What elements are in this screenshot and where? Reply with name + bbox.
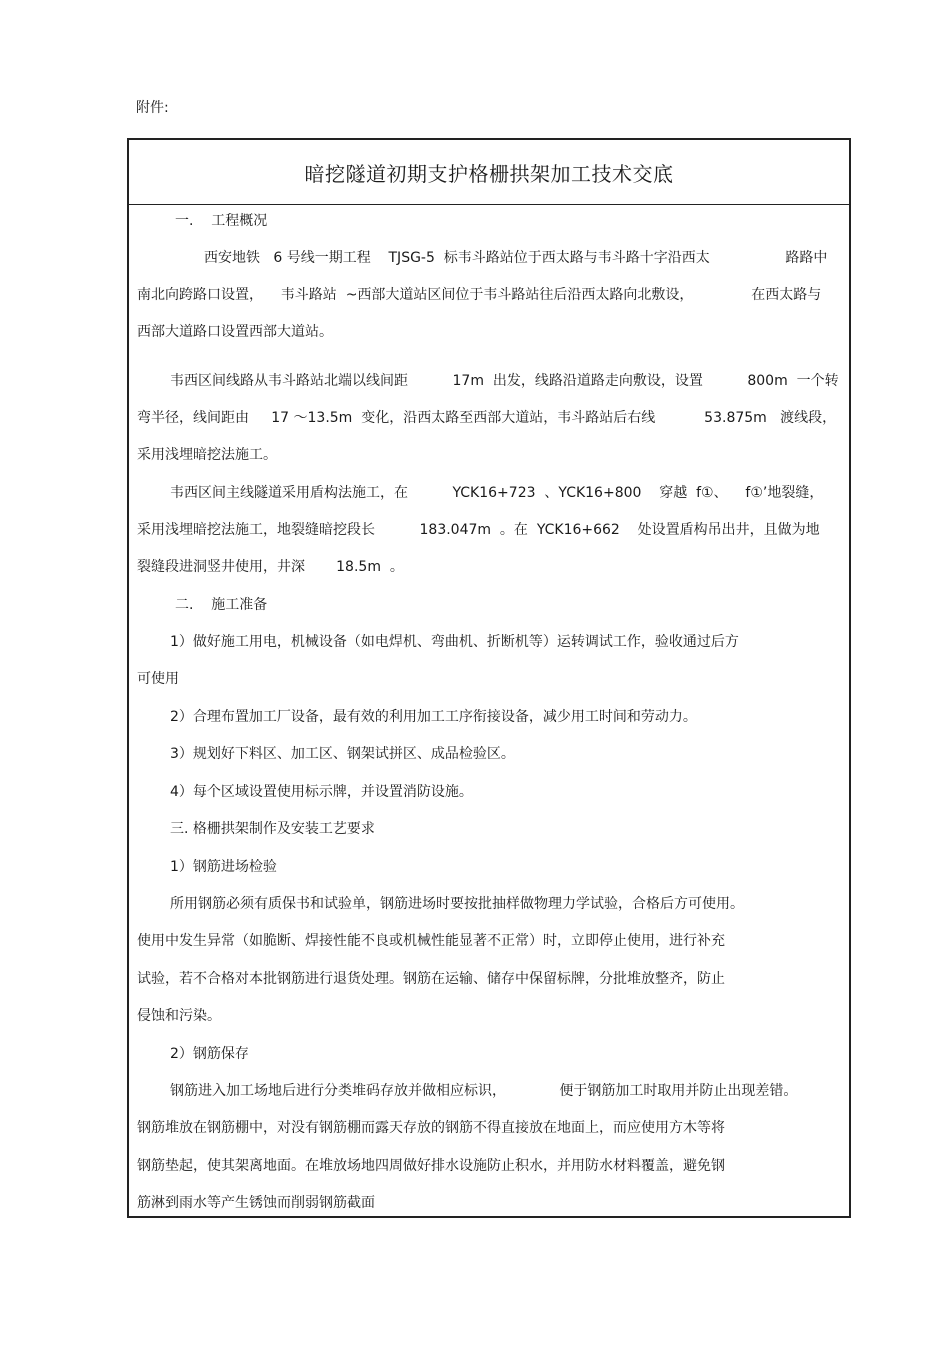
paragraph-line: 西部大道路口设置西部大道站。 — [137, 324, 333, 340]
paragraph-line: 试验，若不合格对本批钢筋进行退货处理。钢筋在运输、储存中保留标牌，分批堆放整齐，防止 — [137, 971, 725, 987]
paragraph-line: 南北向跨路口设置， 韦斗路站 ~西部大道站区间位于韦斗路站往后沿西太路向北敷设， 在西太路与 — [137, 287, 822, 303]
section-heading-overview: 一. 工程概况 — [175, 213, 268, 229]
paragraph-line: 西安地铁 6 号线一期工程 TJSG-5 标韦斗路站位于西太路与韦斗路十字沿西太 路路中 — [204, 250, 828, 266]
paragraph-line: 侵蚀和污染。 — [137, 1008, 221, 1024]
list-item-continuation: 可使用 — [137, 671, 179, 687]
section-heading-preparation: 二. 施工准备 — [175, 597, 268, 613]
document-table — [127, 138, 851, 1218]
subsection-heading: 2）钢筋保存 — [170, 1046, 249, 1062]
paragraph-line: 韦西区间主线隧道采用盾构法施工，在 YCK16+723 、YCK16+800 穿越 f①、 f①’地裂缝， — [170, 485, 824, 501]
list-item: 1）做好施工用电，机械设备（如电焊机、弯曲机、折断机等）运转调试工作，验收通过后方 — [170, 634, 739, 650]
paragraph-line: 所用钢筋必须有质保书和试验单，钢筋进场时要按批抽样做物理力学试验，合格后方可使用。 — [170, 896, 744, 912]
paragraph-line: 采用浅埋暗挖法施工，地裂缝暗挖段长 183.047m 。在 YCK16+662 处设置盾构吊出井，且做为地 — [137, 522, 820, 538]
list-item: 3）规划好下料区、加工区、钢架试拼区、成品检验区。 — [170, 746, 515, 762]
paragraph-line: 使用中发生异常（如脆断、焊接性能不良或机械性能显著不正常）时，立即停止使用，进行补充 — [137, 933, 725, 949]
paragraph-line: 韦西区间线路从韦斗路站北端以线间距 17m 出发，线路沿道路走向敷设，设置 800m 一个转 — [170, 373, 839, 389]
paragraph-line: 筋淋到雨水等产生锈蚀而削弱钢筋截面 — [137, 1195, 375, 1211]
title-row — [129, 140, 849, 205]
list-item: 2）合理布置加工厂设备，最有效的利用加工工序衔接设备，减少用工时间和劳动力。 — [170, 709, 697, 725]
paragraph-line: 钢筋进入加工场地后进行分类堆码存放并做相应标识， 便于钢筋加工时取用并防止出现差错。 — [170, 1083, 798, 1099]
content-cell — [129, 204, 849, 1216]
paragraph-line: 弯半径，线间距由 17 ～13.5m 变化，沿西太路至西部大道站，韦斗路站后右线 53.875m 渡线段， — [137, 410, 837, 426]
list-item: 4）每个区域设置使用标示牌，并设置消防设施。 — [170, 784, 473, 800]
subsection-heading: 1）钢筋进场检验 — [170, 859, 277, 875]
paragraph-line: 钢筋垫起，使其架离地面。在堆放场地四周做好排水设施防止积水，并用防水材料覆盖，避免钢 — [137, 1158, 725, 1174]
paragraph-line: 采用浅埋暗挖法施工。 — [137, 447, 277, 463]
paragraph-line: 钢筋堆放在钢筋棚中，对没有钢筋棚而露天存放的钢筋不得直接放在地面上，而应使用方木等将 — [137, 1120, 725, 1136]
paragraph-line: 裂缝段进洞竖井使用，井深 18.5m 。 — [137, 559, 404, 575]
section-heading-process: 三. 格栅拱架制作及安装工艺要求 — [170, 821, 375, 837]
document-title: 暗挖隧道初期支护格栅拱架加工技术交底 — [304, 161, 674, 186]
attachment-label: 附件: — [136, 100, 169, 116]
